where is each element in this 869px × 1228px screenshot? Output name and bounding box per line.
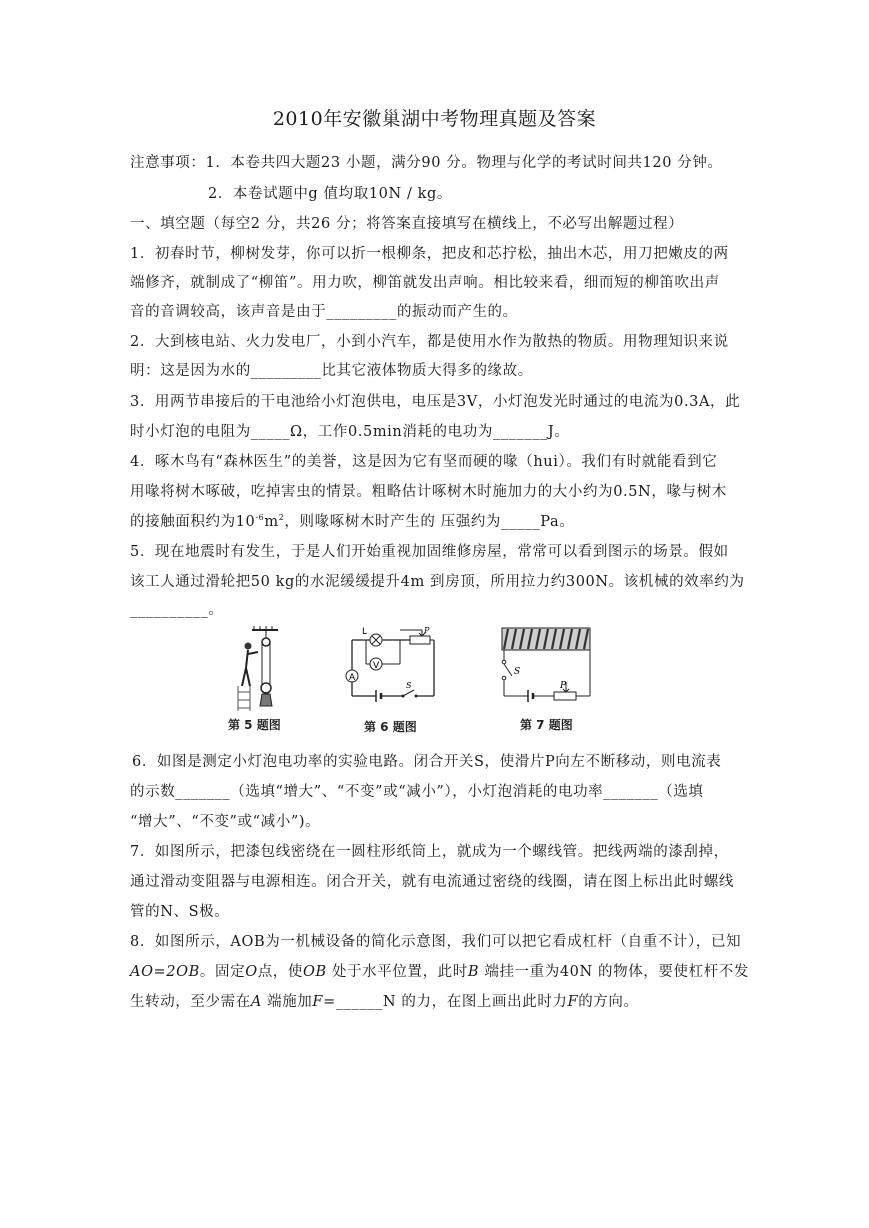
q6-line: “增大”、“不变”或“减小”)。: [130, 814, 321, 830]
q4-unit: m: [264, 514, 279, 530]
q8-text: F: [312, 994, 324, 1010]
notice-line-1: 注意事项：1．本卷共四大题23 小题，满分90 分。物理与化学的考试时间共120 分钟。: [130, 155, 723, 171]
q3-line: 时小灯泡的电阻为_____Ω，工作0.5min消耗的电功为_______J。: [130, 424, 570, 440]
q8-text: 处于水平位置，此时: [326, 964, 468, 980]
q4-unit-exponent: 2: [278, 513, 285, 523]
q4-line: 4．啄木鸟有“森林医生”的美誉，这是因为它有坚而硬的喙（hui）。我们有时就能看到它: [130, 454, 718, 470]
solenoid-diagram: [492, 626, 600, 718]
q1-line: 端修齐，就制成了“柳笛”。用力吹，柳笛就发出声响。相比较来看，细而短的柳笛吹出声: [130, 275, 720, 291]
q8-text: 。固定: [199, 964, 246, 980]
figure-6: [340, 626, 440, 716]
q8-text: OB: [303, 964, 327, 980]
q3-line: 3．用两节串接后的干电池给小灯泡供电，电压是3V，小灯泡发光时通过的电流为0.3A，此: [130, 394, 741, 410]
q5-line: 该工人通过滑轮把50 kg的水泥缓缓提升4m 到房顶，所用拉力约300N。该机械的效率约为: [130, 574, 745, 590]
q8-text: O: [245, 964, 258, 980]
q7-line: 管的N、S极。: [130, 904, 230, 920]
voltmeter-label: V: [373, 661, 380, 671]
q7-line: 通过滑动变阻器与电源相连。闭合开关，就有电流通过密绕的线圈，请在图上标出此时螺线: [130, 874, 734, 890]
figure-5-caption: 第 5 题图: [228, 718, 281, 732]
figure-7: [492, 626, 600, 718]
pulley-worker-diagram: [230, 626, 290, 711]
q8-text: AO=2OB: [130, 964, 200, 980]
slider-label: P: [424, 626, 430, 635]
q8-text: 端施加: [261, 994, 313, 1010]
figure-7-caption: 第 7 题图: [520, 718, 573, 732]
q5-line: __________。: [130, 602, 224, 618]
q8-text: 点，使: [257, 964, 304, 980]
section-heading: 一、填空题（每空2 分，共26 分；将答案直接填写在横线上，不必写出解题过程）: [130, 216, 684, 232]
notice-line-2: 2．本卷试题中g 值均取10N / kg。: [208, 186, 453, 202]
q2-line: 2．大到核电站、火力发电厂，小到小汽车，都是使用水作为散热的物质。用物理知识来说: [130, 334, 729, 350]
q8-text: 的方向。: [578, 994, 639, 1010]
q4-line: 用喙将树木啄破，吃掉害虫的情景。粗略估计啄树木时施加力的大小约为0.5N，喙与树木: [130, 484, 727, 500]
q8-line: [130, 990, 740, 1011]
q7-line: 7．如图所示，把漆包线密绕在一圆柱形纸筒上，就成为一个螺线管。把线两端的漆刮掉，: [130, 844, 729, 860]
q8-text: F: [567, 994, 579, 1010]
page-title: 2010年安徽巢湖中考物理真题及答案: [272, 108, 597, 130]
q4-exponent: -6: [255, 513, 265, 523]
q6-line: 6．如图是测定小灯泡电功率的实验电路。闭合开关S，使滑片P向左不断移动，则电流表: [132, 754, 722, 770]
ammeter-label: A: [349, 673, 356, 683]
q1-line: 1．初春时节，柳树发芽，你可以折一根柳条，把皮和芯拧松，抽出木芯，用刀把嫩皮的两: [130, 246, 729, 262]
q4-text: 的接触面积约为10: [130, 514, 256, 530]
q8-text: B: [467, 964, 480, 980]
switch-label: S: [406, 681, 412, 690]
q8-text: =______N 的力，在图上画出此时力: [323, 994, 568, 1010]
figure-6-caption: 第 6 题图: [364, 720, 417, 734]
slider-label: P: [560, 681, 567, 691]
lamp-label: L: [362, 627, 368, 637]
q4-text: ，则喙啄树木时产生的 压强约为_____Pa。: [284, 514, 575, 530]
q8-line: 8．如图所示，AOB为一机械设备的简化示意图，我们可以把它看成杠杆（自重不计），已知: [130, 934, 742, 950]
q5-line: 5．现在地震时有发生，于是人们开始重视加固维修房屋，常常可以看到图示的场景。假如: [130, 544, 729, 560]
q6-line: 的示数_______（选填“增大”、“不变”或“减小”），小灯泡消耗的电功率_______（选填: [130, 784, 704, 800]
q8-line: [130, 960, 749, 981]
q8-text: 生转动，至少需在: [130, 994, 251, 1010]
figure-5: [230, 626, 290, 711]
switch-label: S: [514, 667, 521, 677]
q4-line: [130, 510, 740, 531]
q8-text: 端挂一重为40N 的物体，要使杠杆不发: [479, 964, 749, 980]
q2-line: 明：这是因为水的_________比其它液体物质大得多的缘故。: [130, 363, 533, 379]
q1-line: 音的音调较高，该声音是由于_________的振动而产生的。: [130, 304, 518, 320]
circuit-diagram: [340, 626, 440, 716]
q8-text: A: [250, 994, 262, 1010]
